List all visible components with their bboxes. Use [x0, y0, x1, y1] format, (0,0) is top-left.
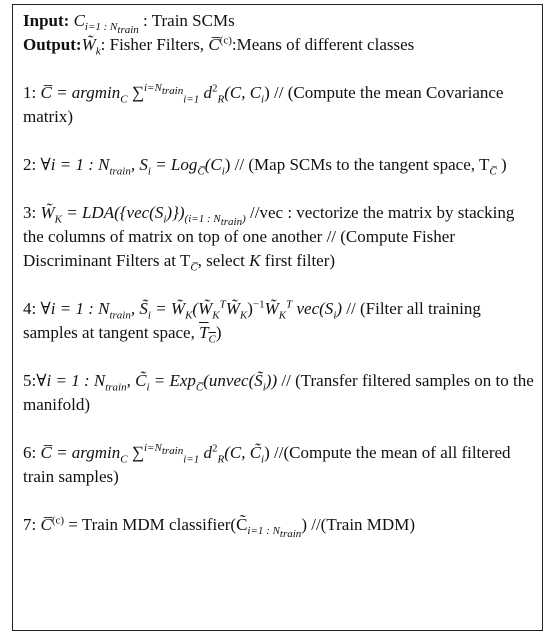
- step-text-sub2: train: [279, 528, 302, 541]
- step-math2: , C̃: [126, 371, 147, 390]
- step-math3: = W̃: [150, 299, 186, 318]
- step-math3-sub: C̅: [195, 381, 204, 394]
- step-5: [23, 369, 542, 417]
- step-math2: = LDA({vec(S: [62, 203, 164, 222]
- sum-symbol: ∑: [131, 443, 144, 462]
- output-sup-c: (c): [219, 34, 232, 47]
- step-math8: vec(S: [296, 299, 334, 318]
- step-comment-k: K: [249, 251, 261, 270]
- step-math3: = Log: [150, 155, 198, 174]
- input-line: [23, 9, 542, 37]
- step-math3-sub: K: [185, 309, 193, 322]
- step-comment: // (Transfer filtered samples on to the manifold): [23, 371, 534, 414]
- sum-symbol: ∑: [131, 83, 144, 102]
- step-math4-sup: T: [219, 298, 226, 311]
- step-math2-sub: i: [163, 213, 167, 226]
- step-math7-sup: T: [286, 298, 293, 311]
- step-math5-sub: K: [239, 309, 248, 322]
- step-comment-t: $\overline{T}$: [199, 323, 209, 342]
- step-math2-sub: i: [147, 165, 151, 178]
- step-text-sub: i=1 : N: [247, 525, 280, 538]
- step-math2-sub: i: [146, 381, 150, 394]
- step-args-sub: i: [261, 453, 265, 466]
- step-math: ∀i = 1 : N: [36, 371, 106, 390]
- step-4: [23, 297, 542, 345]
- step-args-end: ): [264, 83, 270, 102]
- sum-sup2: train: [161, 85, 184, 98]
- step-math2: , S: [130, 155, 148, 174]
- step-math5: W̃: [225, 299, 240, 318]
- output-math-c: C̅: [208, 35, 220, 54]
- step-math4-sub: K: [212, 309, 220, 322]
- step-math2: , S̃: [130, 299, 148, 318]
- step-comment-end: , select: [197, 251, 245, 270]
- step-math4: (unvec(S̃: [203, 371, 263, 390]
- sum-sup: i=N: [144, 442, 162, 455]
- step-args-sub: i: [261, 93, 265, 106]
- input-math: C: [73, 11, 85, 30]
- step-math9: ): [336, 299, 343, 318]
- dist-sup: 2: [211, 442, 218, 455]
- step-comment: // (Filter all training samples at tangent space,: [23, 299, 481, 342]
- step-math3-sub: (i=1 : N: [184, 213, 221, 226]
- step-math: C̅ = argmin: [40, 83, 121, 102]
- step-comment-sub: C̅: [190, 261, 198, 274]
- step-comment-end: ): [500, 155, 507, 174]
- step-comment: //(Train MDM): [311, 515, 415, 534]
- output-sub-k: k: [95, 45, 101, 58]
- input-label: Input:: [23, 11, 70, 30]
- sum-sup2: train: [161, 445, 184, 458]
- dist-symbol: d: [203, 443, 212, 462]
- dist-sub: R: [217, 453, 225, 466]
- step-math4-sub: i: [221, 165, 225, 178]
- step-math4-sub: i: [262, 381, 266, 394]
- step-args: (C, C: [224, 83, 262, 102]
- step-math4: (W̃: [192, 299, 213, 318]
- step-comment: // (Compute the mean Covariance matrix): [23, 83, 504, 126]
- step-comment: //(Compute the mean of all filtered train samples): [23, 443, 511, 486]
- step-math3-sub2: train: [220, 216, 243, 229]
- dist-sub: R: [217, 93, 225, 106]
- step-number: 3:: [23, 203, 37, 222]
- step-math7: W̃: [264, 299, 279, 318]
- step-math-sub: train: [109, 165, 131, 178]
- dist-symbol: d: [203, 83, 212, 102]
- step-math3: = Exp: [149, 371, 196, 390]
- step-math6-sup: −1: [252, 298, 265, 311]
- step-number: 1:: [23, 83, 37, 102]
- output-text-1: : Fisher Filters,: [100, 35, 205, 54]
- step-comment-sub: C̅: [489, 165, 497, 178]
- step-args-end: ): [264, 443, 270, 462]
- step-math2-sub: i: [147, 309, 151, 322]
- output-line: [23, 33, 542, 57]
- step-comment: // (Map SCMs to the tangent space, T: [234, 155, 490, 174]
- step-number: 6:: [23, 443, 37, 462]
- sum-sub: i=1: [183, 93, 200, 106]
- step-math: ∀i = 1 : N: [40, 155, 110, 174]
- step-2: [23, 153, 542, 177]
- step-math4: (C: [204, 155, 222, 174]
- step-text: = Train MDM classifier(C̃: [64, 515, 248, 534]
- step-comment-tail: first filter): [264, 251, 336, 270]
- step-math-sub: C: [120, 93, 128, 106]
- input-text: : Train SCMs: [143, 11, 235, 30]
- sum-sub: i=1: [183, 453, 200, 466]
- step-math3-sub: C̅: [197, 165, 205, 178]
- step-math: C̅: [40, 515, 52, 534]
- step-number: 2:: [23, 155, 37, 174]
- step-number: 7:: [23, 515, 37, 534]
- step-math7-sub: K: [278, 309, 287, 322]
- input-sub2: train: [117, 24, 139, 37]
- output-label: Output:: [23, 35, 82, 54]
- step-math5: )): [265, 371, 278, 390]
- step-1: [23, 81, 542, 129]
- step-math-sub: train: [105, 381, 127, 394]
- step-math-sup: (c): [51, 514, 65, 527]
- step-text-end: ): [301, 515, 307, 534]
- dist-sup: 2: [211, 82, 218, 95]
- step-comment-t-sub: C: [208, 333, 216, 346]
- step-math3-sub3: ): [242, 213, 246, 226]
- step-math5: ): [224, 155, 231, 174]
- step-math6: ): [247, 299, 253, 318]
- step-number: 4:: [23, 299, 37, 318]
- step-number: 5:: [23, 371, 37, 390]
- step-7: [23, 513, 542, 541]
- step-6: [23, 441, 542, 489]
- step-math3: )}): [166, 203, 185, 222]
- step-math: W̃: [40, 203, 55, 222]
- output-text-2: :Means of different classes: [231, 35, 415, 54]
- output-math-w: W̃: [81, 35, 96, 54]
- step-math8-sub: i: [333, 309, 337, 322]
- step-math-sub: K: [54, 213, 62, 226]
- step-comment-end: ): [215, 323, 222, 342]
- input-sub: i=1 : N: [84, 21, 118, 34]
- step-math: ∀i = 1 : N: [40, 299, 110, 318]
- step-math-sub: C: [120, 453, 128, 466]
- step-math-sub: train: [109, 309, 131, 322]
- step-comment: //vec : vectorize the matrix by stacking the columns of matrix on top of one another // (Compute Fisher Discriminant Filters at T: [23, 203, 515, 270]
- sum-sup: i=N: [144, 82, 162, 95]
- step-3: [23, 201, 542, 273]
- step-math: C̅ = argmin: [40, 443, 121, 462]
- step-args: (C, C̃: [224, 443, 262, 462]
- algorithm-box: [12, 4, 543, 631]
